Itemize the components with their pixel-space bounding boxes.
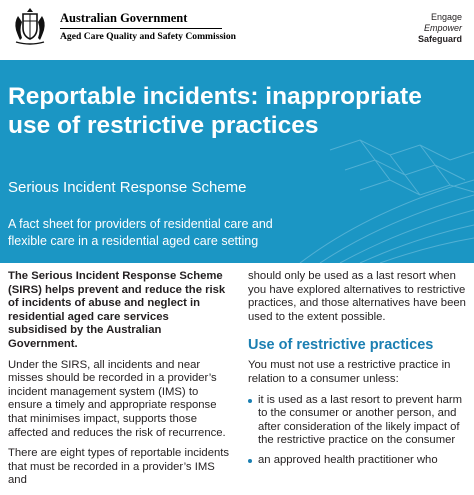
paragraph: Under the SIRS, all incidents and near misses should be recorded in a provider’s incident management system (IMS) to ensure a timely and appropriate response that minimises impact, supports those affected and reduces the risk of recurrence. <box>8 358 226 439</box>
commission-name: Aged Care Quality and Safety Commission <box>60 31 236 42</box>
tagline-engage: Engage <box>430 12 462 22</box>
lead-paragraph: The Serious Incident Response Scheme (SIRS) helps prevent and reduce the risk of incidents of abuse and neglect in residential aged care services subsidised by the Australian Government. <box>8 270 226 350</box>
list-item: it is used as a last resort to prevent harm to the consumer or another person, and after consideration of the likely impact of the restrictive practice on the consumer <box>248 394 470 448</box>
paragraph: You must not use a restrictive practice in relation to a consumer unless: <box>248 359 451 385</box>
title-banner <box>0 60 474 263</box>
tagline <box>418 12 462 45</box>
page-title: Reportable incidents: inappropriate use of restrictive practices <box>8 83 422 139</box>
coat-of-arms-icon <box>8 4 52 48</box>
tagline-empower: Empower <box>423 23 462 33</box>
list-item: an approved health practitioner who <box>248 454 470 468</box>
header-divider <box>60 28 222 29</box>
right-column <box>248 270 470 474</box>
intro-text: A fact sheet for providers of residential care and flexible care in a residential aged care setting <box>8 217 273 248</box>
header <box>0 0 474 60</box>
bullet-list <box>248 394 470 468</box>
left-column <box>8 270 230 495</box>
paragraph: should only be used as a last resort when you have explored alternatives to restrictive practices, and those alternatives have been used to the extent possible. <box>248 270 466 323</box>
page-subtitle: Serious Incident Response Scheme <box>8 179 247 196</box>
tagline-safeguard: Safeguard <box>417 34 462 44</box>
government-name: Australian Government <box>60 11 188 25</box>
section-heading: Use of restrictive practices <box>248 337 434 354</box>
paragraph: There are eight types of reportable incidents that must be recorded in a provider’s IMS and <box>8 447 230 487</box>
